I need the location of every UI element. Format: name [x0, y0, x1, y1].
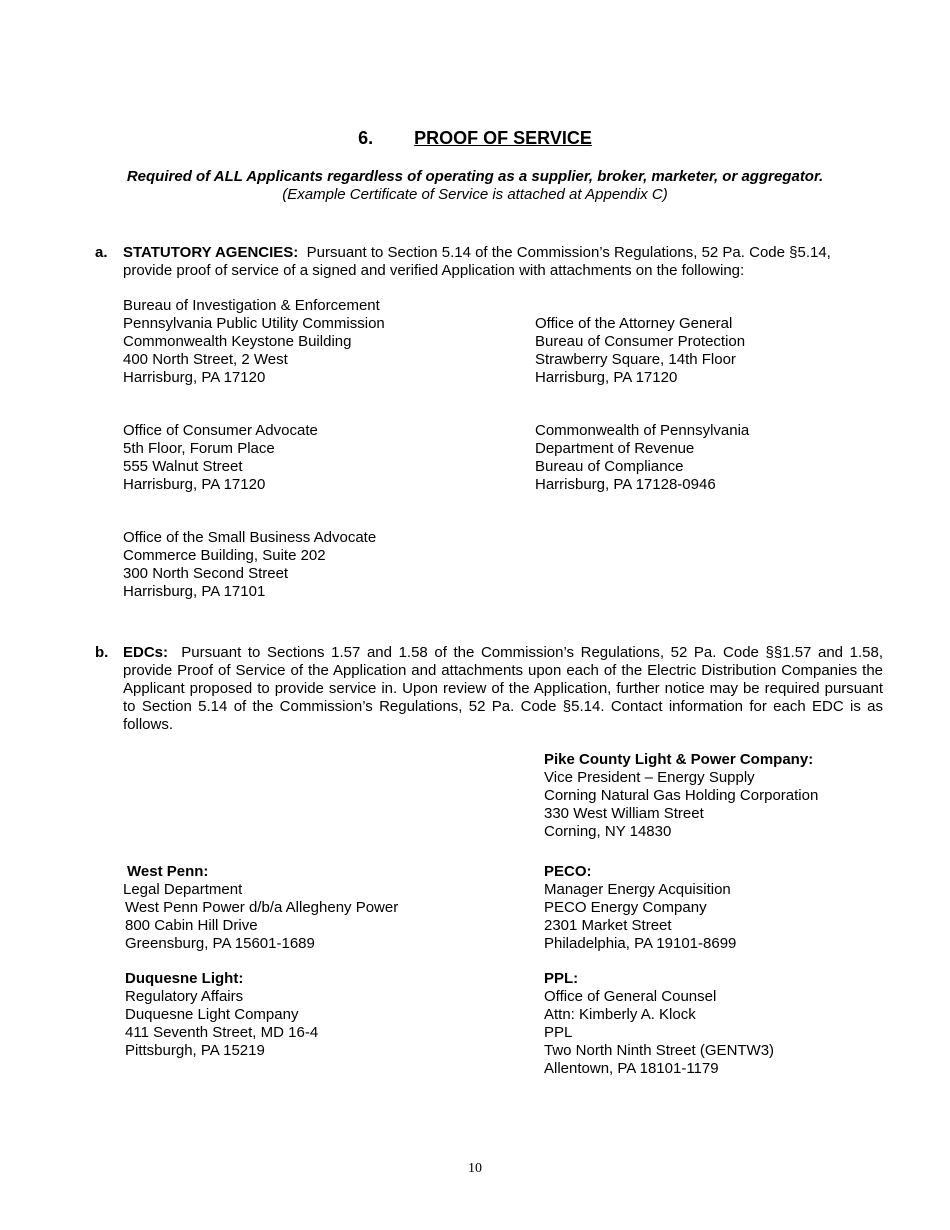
address-line: 2301 Market Street — [544, 917, 672, 934]
edc-name: PPL: — [544, 970, 579, 987]
address-line: 411 Seventh Street, MD 16-4 — [125, 1024, 319, 1041]
edc-name: West Penn: — [127, 863, 209, 880]
part-a-paragraph — [123, 244, 863, 280]
address-line: Vice President – Energy Supply — [544, 769, 755, 786]
agency-address-block — [123, 529, 376, 601]
agency-address-block — [535, 422, 749, 494]
address-line: Harrisburg, PA 17128-0946 — [535, 476, 716, 493]
address-line: 555 Walnut Street — [123, 458, 243, 475]
address-line: Department of Revenue — [535, 440, 695, 457]
edc-name: PECO: — [544, 863, 592, 880]
address-line: 300 North Second Street — [123, 565, 289, 582]
section-heading — [0, 128, 950, 149]
required-note: Required of ALL Applicants regardless of operating as a supplier, broker, marketer, or aggregator. — [126, 168, 824, 185]
part-a-text: Pursuant to Section 5.14 of the Commission’s Regulations, 52 Pa. Code §5.14, provide proof of service of a signed and verified Application with attachments on the following: — [123, 244, 831, 279]
address-line: Commerce Building, Suite 202 — [123, 547, 326, 564]
edc-contact-block — [123, 863, 398, 953]
address-line: 330 West William Street — [544, 805, 704, 822]
edc-contact-block — [544, 970, 774, 1078]
part-b-marker: b. — [95, 644, 109, 661]
address-line: Bureau of Consumer Protection — [535, 333, 746, 350]
address-line: Duquesne Light Company — [125, 1006, 299, 1023]
address-line: West Penn Power d/b/a Allegheny Power — [125, 899, 399, 916]
address-line: Attn: Kimberly A. Klock — [544, 1006, 696, 1023]
part-b-label: EDCs: — [123, 644, 169, 661]
address-line: Harrisburg, PA 17101 — [123, 583, 266, 600]
address-line: Corning Natural Gas Holding Corporation — [544, 787, 819, 804]
address-line: Philadelphia, PA 19101-8699 — [544, 935, 737, 952]
section-number: 6. — [358, 128, 374, 148]
edc-name: Duquesne Light: — [125, 970, 244, 987]
example-note: (Example Certificate of Service is attached at Appendix C) — [282, 186, 668, 203]
edc-contact-block — [544, 863, 736, 953]
address-line: Bureau of Compliance — [535, 458, 684, 475]
edc-contact-block — [125, 970, 318, 1060]
address-line: 5th Floor, Forum Place — [123, 440, 275, 457]
address-line: Office of Consumer Advocate — [123, 422, 318, 439]
agency-address-block — [123, 297, 385, 387]
address-line: Greensburg, PA 15601-1689 — [125, 935, 315, 952]
address-line: 400 North Street, 2 West — [123, 351, 288, 368]
address-line: Office of the Small Business Advocate — [123, 529, 377, 546]
agency-address-block — [123, 422, 318, 494]
address-line: Pittsburgh, PA 15219 — [125, 1042, 265, 1059]
part-b-text: Pursuant to Sections 1.57 and 1.58 of the Commission’s Regulations, 52 Pa. Code §§1.57 and 1.58, provide Proof of Service of the Application and attachments upon each of the Electric Distribution Companies the Applicant proposed to provide service in. Upon review of the Application, further notice may be required pursuant to Section 5.14 of the Commission’s Regulations, 52 Pa. Code §5.14. Contact information for each EDC is as follows. — [123, 644, 883, 733]
address-line: 800 Cabin Hill Drive — [125, 917, 258, 934]
edc-name: Pike County Light & Power Company: — [544, 751, 814, 768]
address-line: Legal Department — [123, 881, 243, 898]
address-line: Corning, NY 14830 — [544, 823, 672, 840]
address-line: Two North Ninth Street (GENTW3) — [544, 1042, 775, 1059]
agency-address-block — [535, 315, 745, 387]
address-line: Office of the Attorney General — [535, 315, 733, 332]
address-line: Allentown, PA 18101-1179 — [544, 1060, 719, 1077]
address-line: Harrisburg, PA 17120 — [123, 369, 266, 386]
address-line: PECO Energy Company — [544, 899, 707, 916]
part-a-label: STATUTORY AGENCIES: — [123, 244, 299, 261]
part-a-marker: a. — [95, 244, 108, 261]
part-b-paragraph — [123, 644, 883, 734]
address-line: Commonwealth of Pennsylvania — [535, 422, 750, 439]
section-title: PROOF OF SERVICE — [414, 128, 592, 148]
address-line: Bureau of Investigation & Enforcement — [123, 297, 380, 314]
address-line: Regulatory Affairs — [125, 988, 244, 1005]
address-line: Harrisburg, PA 17120 — [535, 369, 678, 386]
address-line: Manager Energy Acquisition — [544, 881, 731, 898]
address-line: PPL — [544, 1024, 573, 1041]
page-number: 10 — [468, 1161, 482, 1176]
address-line: Office of General Counsel — [544, 988, 717, 1005]
address-line: Commonwealth Keystone Building — [123, 333, 352, 350]
edc-contact-block — [544, 751, 818, 841]
address-line: Harrisburg, PA 17120 — [123, 476, 266, 493]
address-line: Strawberry Square, 14th Floor — [535, 351, 736, 368]
address-line: Pennsylvania Public Utility Commission — [123, 315, 385, 332]
